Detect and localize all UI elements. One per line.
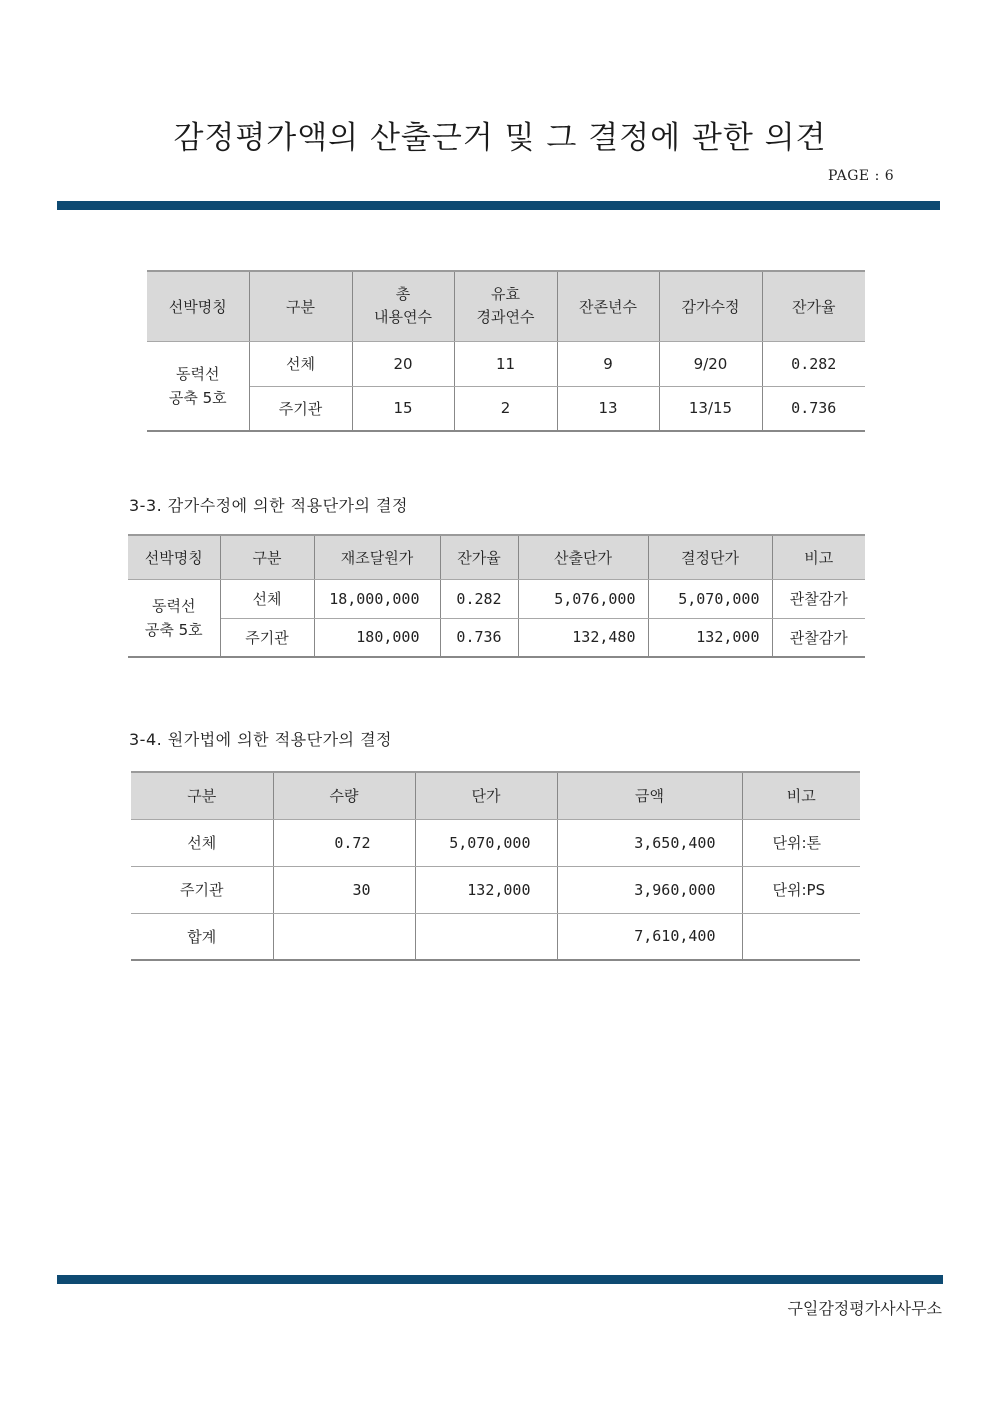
ship-name-cell: 동력선 공축 5호: [147, 341, 249, 431]
table-row: [131, 913, 860, 960]
section-heading: 3-4. 원가법에 의한 적용단가의 결정: [129, 730, 392, 749]
cell: 132,000: [415, 866, 557, 913]
header-cell: 선박명칭: [147, 271, 249, 341]
cell: 7,610,400: [557, 913, 742, 960]
note-cell: 관찰감가: [772, 618, 865, 657]
table-row: [131, 866, 860, 913]
cell: 3,650,400: [557, 819, 742, 866]
footer-rule: [57, 1275, 943, 1284]
note-cell: 단위:톤: [742, 819, 860, 866]
cell: 0.282: [762, 341, 865, 386]
type-cell: 선체: [249, 341, 352, 386]
header-cell: 선박명칭: [128, 535, 220, 579]
cell: 9/20: [659, 341, 762, 386]
header-cell: 구분: [220, 535, 314, 579]
header-cell: 잔존년수: [557, 271, 659, 341]
unit-price-table: [128, 534, 865, 658]
header-cell: 비고: [772, 535, 865, 579]
cell: 0.72: [273, 819, 415, 866]
header-cell: 수량: [273, 772, 415, 819]
cell: 5,070,000: [648, 579, 772, 618]
type-cell: 선체: [220, 579, 314, 618]
cell: 13/15: [659, 386, 762, 431]
note-cell: [742, 913, 860, 960]
cell: 5,070,000: [415, 819, 557, 866]
cell: 132,480: [518, 618, 648, 657]
header-cell: 산출단가: [518, 535, 648, 579]
type-cell: 합계: [131, 913, 273, 960]
note-cell: 단위:PS: [742, 866, 860, 913]
table-row: [147, 341, 865, 386]
header-cell: 구분: [249, 271, 352, 341]
header-cell: 재조달원가: [314, 535, 440, 579]
note-cell: 관찰감가: [772, 579, 865, 618]
header-cell: 단가: [415, 772, 557, 819]
cell: 0.736: [762, 386, 865, 431]
cell: 0.736: [440, 618, 518, 657]
type-cell: 주기관: [131, 866, 273, 913]
cell: 13: [557, 386, 659, 431]
footer-office-name: 구일감정평가사사무소: [787, 1299, 942, 1318]
cell: 15: [352, 386, 454, 431]
table-row: [131, 819, 860, 866]
table-row: [128, 579, 865, 618]
ship-name-cell: 동력선 공축 5호: [128, 579, 220, 657]
cell: [415, 913, 557, 960]
cell: 3,960,000: [557, 866, 742, 913]
header-cell: 잔가율: [440, 535, 518, 579]
cell: 5,076,000: [518, 579, 648, 618]
page-title: 감정평가액의 산출근거 및 그 결정에 관한 의견: [173, 120, 827, 156]
cell: 11: [454, 341, 557, 386]
header-cell: 유효 경과연수: [454, 271, 557, 341]
header-rule: [57, 201, 940, 210]
type-cell: 선체: [131, 819, 273, 866]
header-cell: 비고: [742, 772, 860, 819]
cell: 30: [273, 866, 415, 913]
cell: [273, 913, 415, 960]
page-number: PAGE : 6: [828, 168, 895, 184]
header-cell: 결정단가: [648, 535, 772, 579]
cell: 0.282: [440, 579, 518, 618]
cost-method-table: [131, 771, 860, 961]
table-row: [128, 618, 865, 657]
header-cell: 잔가율: [762, 271, 865, 341]
table-row: [147, 386, 865, 431]
depreciation-table: [147, 270, 865, 432]
cell: 9: [557, 341, 659, 386]
cell: 2: [454, 386, 557, 431]
type-cell: 주기관: [249, 386, 352, 431]
cell: 20: [352, 341, 454, 386]
cell: 180,000: [314, 618, 440, 657]
cell: 132,000: [648, 618, 772, 657]
header-cell: 금액: [557, 772, 742, 819]
section-heading: 3-3. 감가수정에 의한 적용단가의 결정: [129, 496, 408, 515]
header-cell: 감가수정: [659, 271, 762, 341]
type-cell: 주기관: [220, 618, 314, 657]
header-cell: 총 내용연수: [352, 271, 454, 341]
header-cell: 구분: [131, 772, 273, 819]
cell: 18,000,000: [314, 579, 440, 618]
